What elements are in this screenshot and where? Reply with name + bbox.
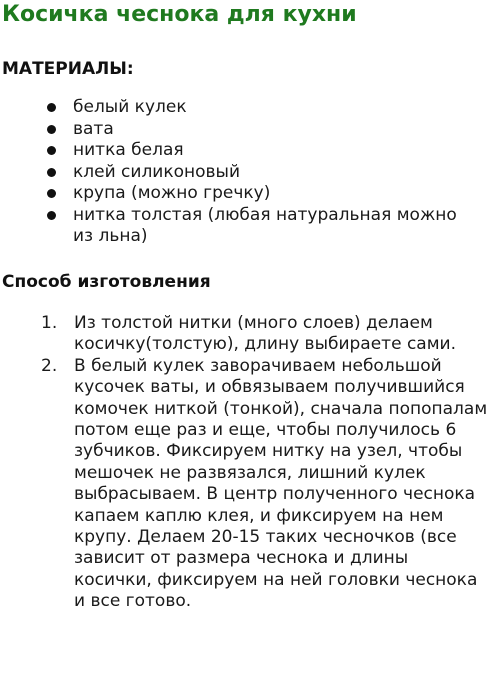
bullet-icon: [47, 125, 56, 134]
step-text: В белый кулек заворачиваем небольшой кусочек ваты, и обвязываем получившийся комочек ниткой (тонкой), сначала попопалам потом еще раз и еще, чтобы получилось 6 зубчиков. Фиксируем нитку на узел, чтобы мешочек не развязался, лишний кулек выбрасываем. В центр полученного чеснока капаем каплю клея, и фиксируем на нем крупу. Делаем 20-15 таких чесночков (все зависит от размера чеснока и длины косички, фиксируем на ней головки чеснока и все готово.: [74, 355, 488, 612]
material-text: нитка толстая (любая натуральная можно из льна): [73, 204, 457, 246]
step-item: [0, 356, 504, 613]
list-item: [0, 140, 504, 162]
material-text: клей силиконовый: [73, 161, 241, 182]
list-item: [0, 183, 504, 205]
bullet-icon: [47, 146, 56, 155]
steps-list: [0, 313, 504, 613]
material-text: белый кулек: [73, 97, 187, 117]
step-text: Из толстой нитки (много слоев) делаем косичку(толстую), длину выбираете сами.: [74, 313, 456, 355]
material-text: нитка белая: [73, 140, 184, 160]
step-number: 2.: [41, 355, 58, 376]
material-text: вата: [73, 118, 114, 139]
list-item: [0, 119, 504, 141]
list-item: [0, 205, 504, 248]
step-item: [0, 313, 504, 356]
list-item: [0, 162, 504, 184]
materials-heading: МАТЕРИАЛЫ:: [2, 59, 134, 79]
bullet-icon: [47, 168, 56, 177]
step-number: 1.: [41, 313, 58, 333]
material-text: крупа (можно гречку): [73, 183, 271, 203]
materials-list: [0, 97, 504, 248]
bullet-icon: [47, 211, 56, 220]
page-title: Косичка чеснока для кухни: [2, 2, 357, 27]
bullet-icon: [47, 189, 56, 198]
method-heading: Способ изготовления: [2, 272, 211, 292]
bullet-icon: [47, 103, 56, 112]
list-item: [0, 97, 504, 119]
